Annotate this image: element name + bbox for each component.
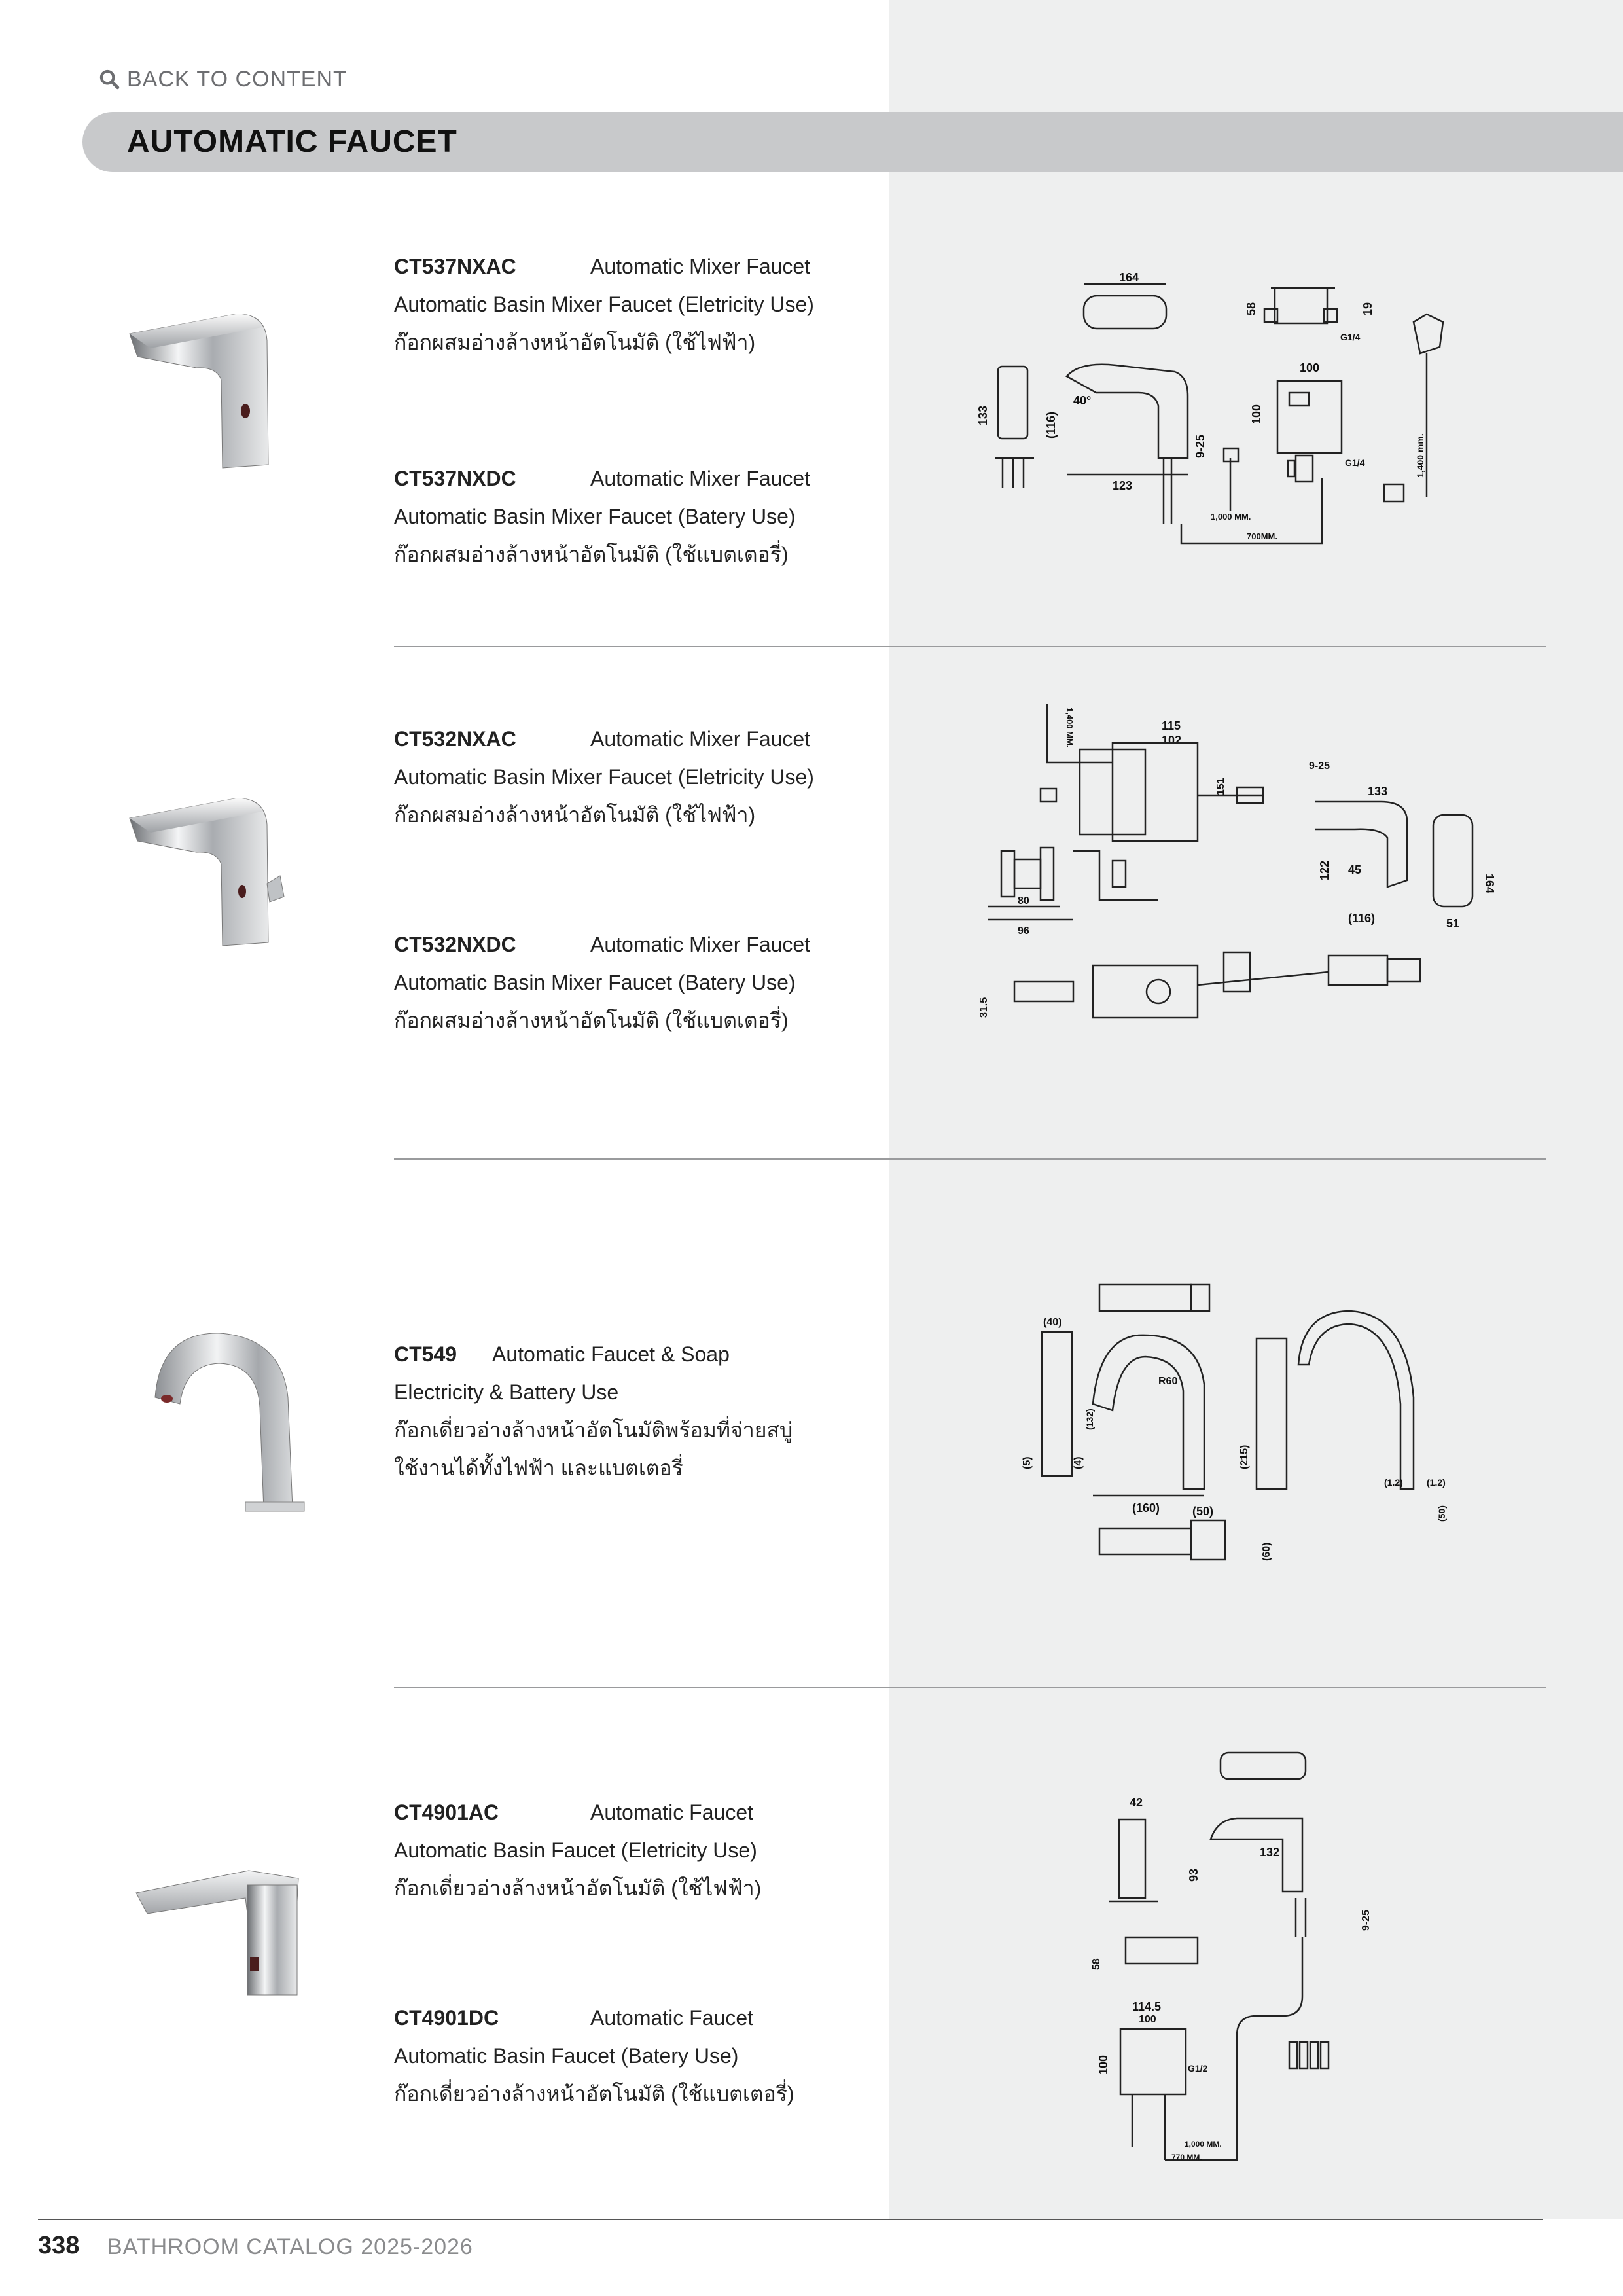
dim-g1-2: G1/2	[1188, 2063, 1208, 2073]
back-to-content-link[interactable]	[98, 63, 348, 96]
dim-9-25: 9-25	[1309, 761, 1330, 772]
dim-132: 132	[1260, 1846, 1280, 1859]
product-2-item-2	[394, 925, 865, 1039]
dim-40-degree: 40°	[1073, 394, 1092, 407]
product-code: CT549	[394, 1342, 457, 1366]
product-1-item-2	[394, 459, 865, 573]
dim-100: 100	[1139, 2014, 1156, 2025]
product-desc-en: Automatic Basin Faucet (Batery Use)	[394, 2044, 739, 2068]
dim-19: 19	[1361, 302, 1374, 315]
product-desc-th: ก๊อกเดี่ยวอ่างล้างหน้าอัตโนมัติ (ใช้ไฟฟ้า)	[394, 1876, 762, 1900]
dim-116: (116)	[1044, 411, 1058, 439]
product-3-item-1	[394, 1335, 865, 1487]
product-code: CT532NXAC	[394, 727, 516, 751]
product-4-item-1	[394, 1793, 865, 1907]
product-code: CT4901DC	[394, 2006, 499, 2030]
dim-31-5: 31.5	[978, 997, 990, 1018]
dim-133: 133	[1368, 785, 1388, 798]
dim-160: (160)	[1132, 1501, 1160, 1515]
product-photo-ct4901	[131, 1859, 314, 1996]
product-desc-en: Electricity & Battery Use	[394, 1380, 619, 1404]
product-type: Automatic Mixer Faucet	[590, 255, 811, 278]
section-divider	[394, 646, 1546, 647]
product-2-item-1	[394, 720, 865, 834]
dim-45: 45	[1348, 863, 1362, 876]
product-code: CT4901AC	[394, 1801, 499, 1824]
section-title: AUTOMATIC FAUCET	[127, 124, 457, 159]
dim-102: 102	[1162, 734, 1182, 747]
dim-g14-side: G1/4	[1345, 457, 1365, 468]
dim-770mm: 770 MM.	[1171, 2153, 1202, 2162]
dim-1-2-right: (1.2)	[1427, 1477, 1446, 1488]
dim-164: 164	[1483, 874, 1496, 894]
section-divider	[394, 1687, 1546, 1688]
technical-drawing-ct537	[955, 262, 1453, 563]
product-desc-th: ก๊อกผสมอ่างล้างหน้าอัตโนมัติ (ใช้ไฟฟ้า)	[394, 331, 756, 354]
product-type: Automatic Mixer Faucet	[590, 933, 811, 956]
product-desc-en: Automatic Basin Mixer Faucet (Batery Use)	[394, 971, 796, 994]
product-code: CT537NXAC	[394, 255, 516, 278]
product-desc-th: ก๊อกเดี่ยวอ่างล้างหน้าอัตโนมัติพร้อมที่จ่ายสบู่	[394, 1418, 793, 1442]
product-type: Automatic Mixer Faucet	[590, 467, 811, 490]
section-divider	[394, 1158, 1546, 1160]
product-photo-ct549	[147, 1325, 317, 1522]
product-1-item-1	[394, 247, 865, 361]
product-desc-th: ก๊อกผสมอ่างล้างหน้าอัตโนมัติ (ใช้แบตเตอรี่)	[394, 543, 789, 566]
search-icon	[98, 68, 120, 90]
dim-123: 123	[1113, 479, 1133, 492]
dim-40: (40)	[1043, 1317, 1062, 1328]
dim-114-5: 114.5	[1132, 2000, 1162, 2013]
product-desc-th: ก๊อกผสมอ่างล้างหน้าอัตโนมัติ (ใช้แบตเตอรี่)	[394, 1009, 789, 1032]
dim-50: (50)	[1192, 1505, 1214, 1518]
product-desc-en: Automatic Basin Mixer Faucet (Batery Use)	[394, 505, 796, 528]
product-photo-ct532	[124, 792, 308, 949]
dim-51: 51	[1446, 917, 1460, 930]
dim-r60: R60	[1158, 1376, 1178, 1387]
technical-drawing-ct532	[962, 691, 1499, 1044]
dim-700mm: 700MM.	[1247, 531, 1277, 541]
dim-116: (116)	[1348, 912, 1376, 925]
dim-115: 115	[1162, 719, 1181, 732]
dim-133: 133	[976, 405, 990, 425]
dim-9-25: 9-25	[1194, 434, 1207, 458]
product-desc-th-2: ใช้งานได้ทั้งไฟฟ้า และแบตเตอรี่	[394, 1456, 683, 1480]
dim-100-vertical: 100	[1250, 404, 1263, 424]
dim-1000mm: 1,000 MM.	[1211, 512, 1251, 522]
catalog-title: BATHROOM CATALOG 2025-2026	[107, 2234, 473, 2259]
product-type: Automatic Mixer Faucet	[590, 727, 811, 751]
product-4-item-2	[394, 1999, 865, 2113]
section-title-bar	[82, 112, 1623, 172]
dim-5: (5)	[1022, 1456, 1033, 1469]
product-code: CT537NXDC	[394, 467, 516, 490]
dim-100: 100	[1300, 361, 1320, 374]
product-desc-th: ก๊อกผสมอ่างล้างหน้าอัตโนมัติ (ใช้ไฟฟ้า)	[394, 803, 756, 827]
dim-58: 58	[1245, 302, 1258, 315]
dim-100-vertical: 100	[1097, 2054, 1110, 2075]
footer-divider	[38, 2219, 1543, 2220]
dim-1400mm: 1,400 MM.	[1065, 708, 1075, 748]
product-type: Automatic Faucet & Soap	[492, 1342, 730, 1366]
dim-132: (132)	[1084, 1408, 1095, 1430]
product-desc-en: Automatic Basin Faucet (Eletricity Use)	[394, 1839, 757, 1862]
product-code: CT532NXDC	[394, 933, 516, 956]
product-photo-ct537	[124, 308, 308, 471]
back-to-content-label: BACK TO CONTENT	[127, 66, 348, 92]
dim-g14-top: G1/4	[1340, 332, 1361, 342]
dim-1000mm: 1,000 MM.	[1185, 2140, 1222, 2149]
product-type: Automatic Faucet	[590, 1801, 753, 1824]
dim-9-25: 9-25	[1361, 1909, 1372, 1931]
dim-1-2-left: (1.2)	[1384, 1477, 1403, 1488]
dim-60: (60)	[1261, 1542, 1272, 1561]
technical-drawing-ct4901	[1080, 1741, 1433, 2173]
dim-58: 58	[1091, 1958, 1102, 1970]
page-number: 338	[38, 2232, 80, 2259]
dim-164: 164	[1119, 271, 1139, 284]
dim-122: 122	[1318, 860, 1331, 880]
product-desc-en: Automatic Basin Mixer Faucet (Eletricity Use)	[394, 765, 814, 789]
dim-215: (215)	[1239, 1444, 1250, 1469]
technical-drawing-ct549	[1008, 1273, 1479, 1574]
dim-50-right: (50)	[1436, 1505, 1447, 1522]
dim-93: 93	[1187, 1868, 1200, 1882]
dim-151: 151	[1215, 778, 1226, 795]
dim-4-label: (4)	[1073, 1456, 1084, 1469]
dim-96: 96	[1018, 925, 1029, 937]
dim-42: 42	[1130, 1796, 1143, 1809]
dim-80: 80	[1018, 895, 1029, 906]
product-type: Automatic Faucet	[590, 2006, 753, 2030]
dim-1400: 1,400 mm.	[1415, 433, 1425, 478]
product-desc-en: Automatic Basin Mixer Faucet (Eletricity Use)	[394, 293, 814, 316]
product-desc-th: ก๊อกเดี่ยวอ่างล้างหน้าอัตโนมัติ (ใช้แบตเตอรี่)	[394, 2082, 794, 2106]
